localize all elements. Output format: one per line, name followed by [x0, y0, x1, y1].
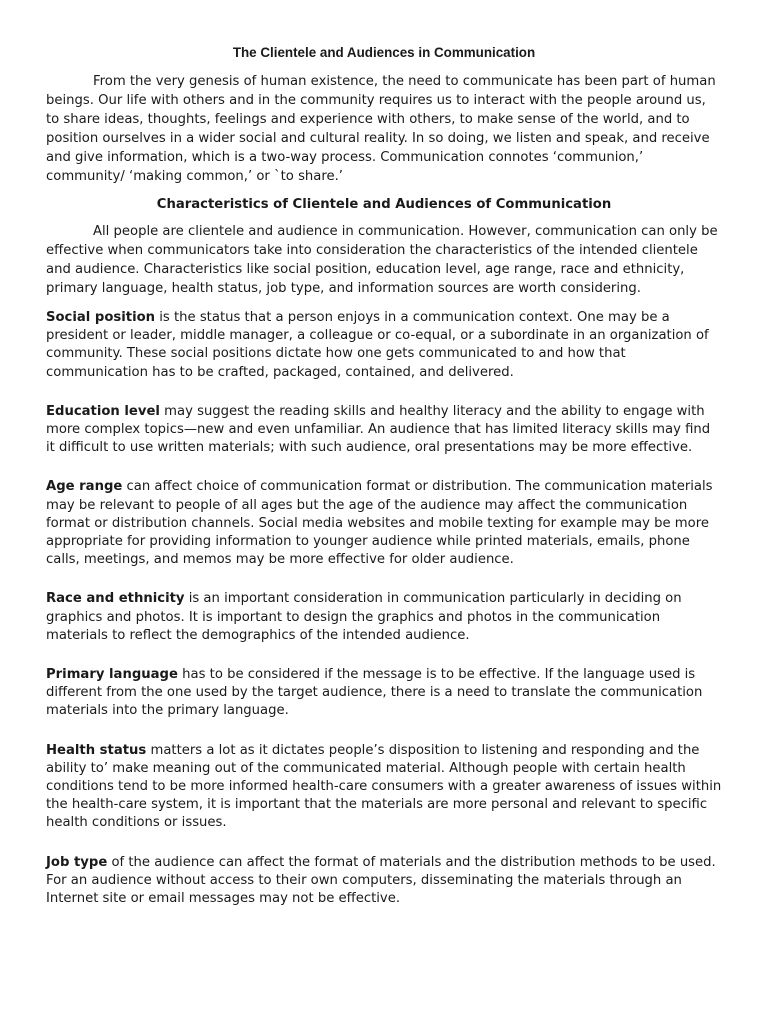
term-label: Age range — [46, 479, 123, 495]
term-paragraph-health-status — [46, 742, 722, 833]
term-text: can affect choice of communication format or distribution. The communication materials may be relevant to people of all ages but the age of the audience may affect the communication format or distribution channels. Social media websites and mobile texting for example may be more appropriate for providing information to younger audience while printed materials, emails, phone calls, meetings, and memos may be more effective for older audience. — [46, 479, 713, 568]
term-paragraph-race-ethnicity — [46, 590, 722, 645]
term-paragraph-education-level — [46, 403, 722, 458]
term-label: Health status — [46, 742, 147, 758]
term-text: matters a lot as it dictates people’s disposition to listening and responding and the ability to’ make meaning out of the communicated material. Although people with certain health conditions tend to be more informed health-care consumers with a greater awareness of issues within the health-care system, it is important that the materials are more personal and relevant to specific health conditions or issues. — [46, 742, 722, 831]
term-label: Social position — [46, 310, 156, 325]
term-label: Race and ethnicity — [46, 591, 185, 607]
term-paragraph-primary-language — [46, 666, 722, 721]
intro-paragraph: From the very genesis of human existence, the need to communicate has been part of human beings. Our life with others and in the community requires us to interact with the people around us, to share ideas, thoughts, feelings and experience with others, to make sense of the world, and to position ourselves in a wider social and cultural reality. In so doing, we listen and speak, and receive and give information, which is a two-way process. Communication connotes ‘communion,’ community/ ‘making common,’ or `to share.’ — [46, 74, 716, 184]
section-intro-paragraph: All people are clientele and audience in communication. However, communication can only be effective when communicators take into consideration the characteristics of the intended clientele and audience. Characteristics like social position, education level, age range, race and ethnicity, primary language, health status, job type, and information sources are worth considering. — [46, 224, 718, 296]
term-text: is an important consideration in communication particularly in deciding on graphics and photos. It is important to design the graphics and photos in the communication materials to reflect the demographics of the intended audience. — [46, 591, 682, 643]
term-text: may suggest the reading skills and healthy literacy and the ability to engage with more complex topics—new and even unfamiliar. An audience that has limited literacy skills may find it difficult to use written materials; with such audience, oral presentations may be more effective. — [46, 403, 711, 456]
section-heading: Characteristics of Clientele and Audiences of Communication — [156, 197, 612, 212]
term-text: has to be considered if the message is to be effective. If the language used is different from the one used by the target audience, there is a need to translate the communication materials into the primary language. — [46, 667, 703, 719]
document-title: The Clientele and Audiences in Communication — [232, 45, 536, 60]
term-label: Job type — [46, 854, 108, 870]
term-paragraph-social-position — [46, 309, 722, 382]
term-paragraph-age-range — [46, 478, 722, 569]
term-paragraph-job-type — [46, 854, 722, 909]
term-text: is the status that a person enjoys in a communication context. One may be a president or leader, middle manager, a colleague or co-equal, or a subordinate in an organization of community. These social positions dictate how one gets communicated to and how that communication has to be crafted, packaged, contained, and delivered. — [46, 310, 709, 380]
term-text: of the audience can affect the format of materials and the distribution methods to be used. For an audience without access to their own computers, disseminating the materials through an Internet site or email messages may not be effective. — [46, 854, 716, 907]
term-label: Primary language — [46, 667, 178, 683]
term-label: Education level — [46, 403, 160, 419]
